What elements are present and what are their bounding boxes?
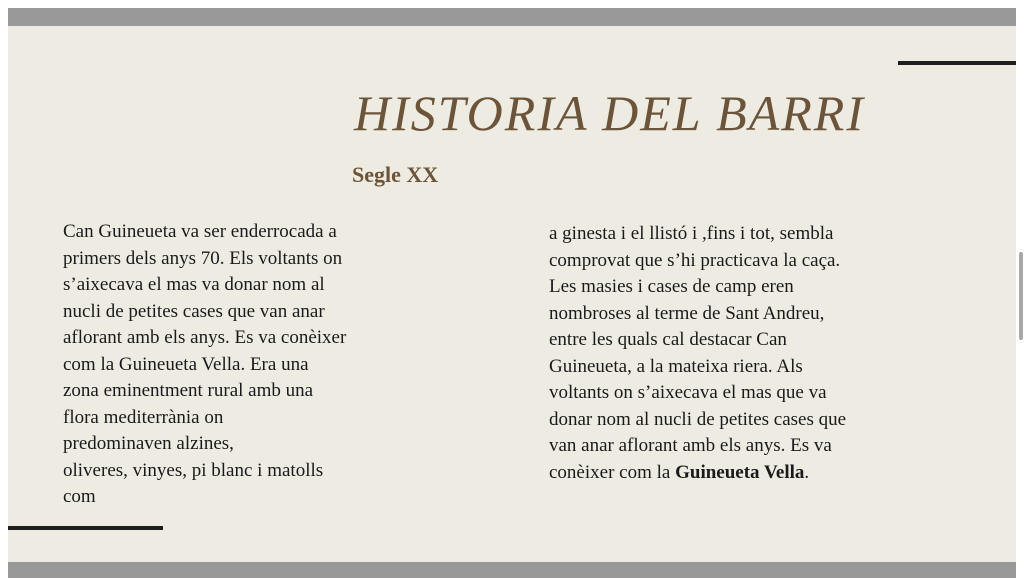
body-line: predominaven alzines, xyxy=(63,433,234,454)
slide-subtitle: Segle XX xyxy=(352,162,439,187)
body-line: Guineueta, a la mateixa riera. Als xyxy=(549,355,803,377)
body-line: van anar aflorant amb els anys. Es va xyxy=(549,435,832,456)
body-line: flora mediterrània on xyxy=(63,406,224,428)
body-line: voltants on s’aixecava el mas que va xyxy=(549,382,827,403)
slide-canvas xyxy=(8,26,1016,562)
body-line: nombroses al terme de Sant Andreu, xyxy=(549,302,825,324)
decorative-rule-bottom xyxy=(8,526,163,530)
body-line: com la Guineueta Vella. Era una xyxy=(63,353,309,375)
body-line: entre les quals cal destacar Can xyxy=(549,329,787,350)
scrollbar-thumb[interactable] xyxy=(1019,252,1023,340)
body-line: oliveres, vinyes, pi blanc i matolls xyxy=(63,459,324,481)
body-line: s’aixecava el mas va donar nom al xyxy=(63,274,325,295)
top-frame-bar xyxy=(0,0,1024,26)
decorative-rule-top xyxy=(898,61,1016,65)
body-line: aflorant amb els anys. Es va conèixer xyxy=(63,327,347,348)
right-text-column xyxy=(549,221,846,486)
top-frame-strip xyxy=(8,8,1016,26)
body-text-prefix: conèixer com la xyxy=(549,461,676,483)
body-line: Can Guineueta va ser enderrocada a xyxy=(63,221,337,242)
body-text-suffix: . xyxy=(804,461,810,483)
body-line: comprovat que s’hi practicava la caça. xyxy=(549,249,841,271)
body-line-last xyxy=(549,460,846,487)
left-text-column xyxy=(63,219,346,511)
body-line: primers dels anys 70. Els voltants on xyxy=(63,247,343,269)
body-line: donar nom al nucli de petites cases que xyxy=(549,408,847,430)
body-line: com xyxy=(63,486,96,507)
slide-title: HISTORIA DEL BARRI xyxy=(354,85,865,141)
body-line: zona eminentment rural amb una xyxy=(63,380,314,401)
body-line: a ginesta i el llistó i ,fins i tot, sembla xyxy=(549,223,834,244)
highlighted-name: Guineueta Vella xyxy=(675,461,805,483)
body-line: nucli de petites cases que van anar xyxy=(63,300,325,322)
body-line: Les masies i cases de camp eren xyxy=(549,276,794,297)
bottom-frame-bar xyxy=(8,562,1016,578)
